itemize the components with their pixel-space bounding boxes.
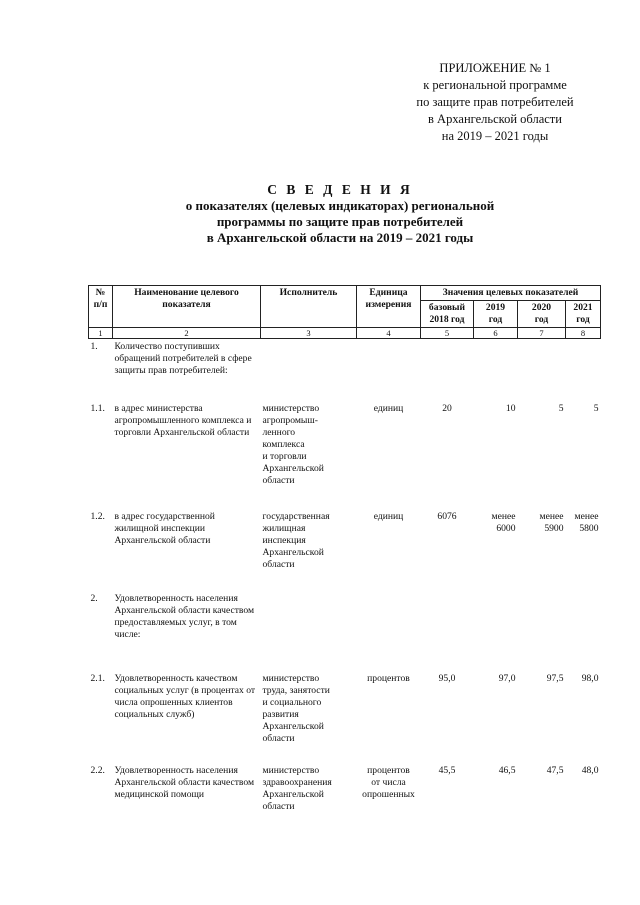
header-values: Значения целевых показателей bbox=[421, 286, 601, 301]
col-number: 7 bbox=[518, 328, 566, 339]
document-title bbox=[80, 182, 600, 246]
row-2021: 48,0 bbox=[581, 764, 599, 776]
row-unit: единиц bbox=[373, 510, 404, 522]
row-2021: менее 5800 bbox=[574, 510, 599, 534]
row-executor: министерство труда, занятости и социального развития Архангельской области bbox=[262, 672, 330, 744]
header-unit: Единица измерения bbox=[357, 286, 421, 328]
row-2020: 47,5 bbox=[546, 764, 564, 776]
row-executor: государственная жилищная инспекция Архангельской области bbox=[262, 510, 330, 570]
row-2019: 97,0 bbox=[498, 672, 516, 684]
row-unit bbox=[357, 591, 421, 671]
header-2021: 2021 год bbox=[566, 301, 601, 328]
row-executor: министерство здравоохранения Архангельской области bbox=[262, 764, 332, 812]
row-num: 1.2. bbox=[90, 510, 105, 522]
row-executor: министерство агропромыш- ленного комплекса и торговли Архангельской области bbox=[262, 402, 324, 486]
row-2021: 98,0 bbox=[581, 672, 599, 684]
col-number: 2 bbox=[113, 328, 261, 339]
row-2020: 5 bbox=[558, 402, 564, 414]
table-row bbox=[89, 509, 601, 591]
header-base: базовый 2018 год bbox=[421, 301, 474, 328]
col-number: 3 bbox=[261, 328, 357, 339]
title-line: в Архангельской области на 2019 – 2021 годы bbox=[206, 230, 474, 245]
table-row bbox=[89, 401, 601, 509]
row-name: Удовлетворенность населения Архангельской области качеством медицинской помощи bbox=[114, 764, 255, 800]
row-num: 2.1. bbox=[90, 672, 105, 684]
col-number: 4 bbox=[357, 328, 421, 339]
row-2021: 5 bbox=[593, 402, 599, 414]
table-row bbox=[89, 591, 601, 671]
header-2020: 2020 год bbox=[518, 301, 566, 328]
col-number: 6 bbox=[474, 328, 518, 339]
appendix-line: по защите прав потребителей bbox=[416, 95, 574, 109]
row-2019: 10 bbox=[505, 402, 516, 414]
row-base: 20 bbox=[442, 402, 452, 414]
row-unit: процентов bbox=[367, 672, 410, 684]
indicators-table-wrap bbox=[88, 285, 601, 833]
row-2020 bbox=[518, 339, 566, 401]
col-number: 5 bbox=[421, 328, 474, 339]
row-2019: менее 6000 bbox=[491, 510, 516, 534]
title-line: программы по защите прав потребителей bbox=[216, 214, 464, 229]
row-2019 bbox=[474, 339, 518, 401]
row-2019: 46,5 bbox=[498, 764, 516, 776]
indicators-table bbox=[88, 285, 601, 833]
row-unit: процентов от числа опрошенных bbox=[362, 764, 415, 800]
row-unit: единиц bbox=[373, 402, 404, 414]
table-row bbox=[89, 339, 601, 401]
row-base: 95,0 bbox=[438, 672, 456, 684]
header-name: Наименование целевого показателя bbox=[113, 286, 261, 328]
row-executor bbox=[261, 591, 357, 671]
row-base bbox=[421, 591, 474, 671]
row-base bbox=[421, 339, 474, 401]
appendix-line: к региональной программе bbox=[423, 78, 567, 92]
row-name: Удовлетворенность качеством социальных услуг (в процентах от числа опрошенных клиентов социальных служб) bbox=[114, 672, 256, 720]
row-2020: 97,5 bbox=[546, 672, 564, 684]
row-num: 2.2. bbox=[90, 764, 105, 776]
row-name: в адрес государственной жилищной инспекции Архангельской области bbox=[114, 510, 215, 546]
row-executor bbox=[261, 339, 357, 401]
row-base: 6076 bbox=[437, 510, 457, 522]
appendix-line: в Архангельской области bbox=[428, 112, 562, 126]
row-num: 2. bbox=[90, 592, 98, 604]
row-num: 1. bbox=[90, 341, 98, 352]
row-name: Количество поступивших обращений потребителей в сфере защиты прав потребителей: bbox=[114, 341, 252, 376]
title-line: о показателях (целевых индикаторах) региональной bbox=[185, 198, 495, 213]
header-num: № п/п bbox=[89, 286, 113, 328]
table-row bbox=[89, 671, 601, 763]
row-num: 1.1. bbox=[90, 402, 105, 414]
row-2021 bbox=[566, 339, 601, 401]
row-2020: менее 5900 bbox=[539, 510, 564, 534]
row-name: Удовлетворенность населения Архангельской области качеством предоставляемых услуг, в том числе: bbox=[114, 592, 255, 640]
row-2019 bbox=[474, 591, 518, 671]
header-executor: Исполнитель bbox=[261, 286, 357, 328]
appendix-header bbox=[380, 60, 610, 145]
table-row bbox=[89, 763, 601, 833]
appendix-title: ПРИЛОЖЕНИЕ № 1 bbox=[439, 61, 551, 75]
header-2019: 2019 год bbox=[474, 301, 518, 328]
appendix-line: на 2019 – 2021 годы bbox=[441, 129, 549, 143]
title-heading: С В Е Д Е Н И Я bbox=[267, 182, 413, 197]
col-number: 8 bbox=[566, 328, 601, 339]
row-2021 bbox=[566, 591, 601, 671]
col-number: 1 bbox=[89, 328, 113, 339]
row-base: 45,5 bbox=[438, 764, 456, 776]
row-name: в адрес министерства агропромышленного комплекса и торговли Архангельской области bbox=[114, 402, 252, 438]
row-unit bbox=[357, 339, 421, 401]
row-2020 bbox=[518, 591, 566, 671]
